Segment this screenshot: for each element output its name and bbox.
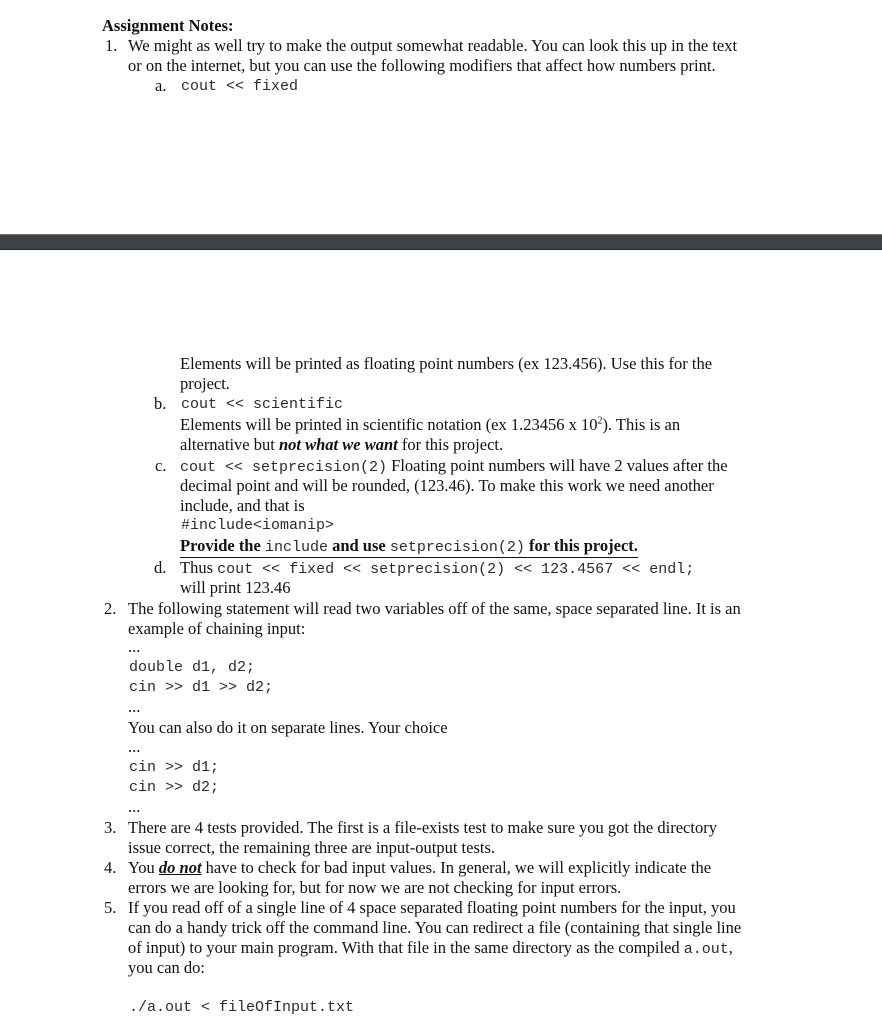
item-1-number: 1. [105, 36, 118, 55]
item-1-line-2: or on the internet, but you can use the following modifiers that affect how numbers print. [128, 56, 716, 75]
item-2-code-a2: cin >> d1 >> d2; [129, 679, 274, 696]
item-1c-provide-4: setprecision(2) [389, 539, 525, 556]
item-1a-code: cout << fixed [181, 78, 299, 95]
item-1c-desc-2: decimal point and will be rounded, (123.46). To make this work we need another [180, 476, 714, 495]
item-4-line-2: errors we are looking for, but for now we are not checking for input errors. [128, 878, 622, 897]
item-4-post: have to check for bad input values. In general, we will explicitly indicate the [201, 858, 712, 877]
heading: Assignment Notes: [102, 16, 234, 35]
item-3-number: 3. [104, 818, 117, 837]
item-1d-line-1 [180, 558, 694, 580]
item-1c-code: cout << setprecision(2) [180, 459, 388, 476]
item-1b-sup: 2 [597, 415, 603, 427]
item-1c-desc-1: Floating point numbers will have 2 values after the [387, 456, 728, 475]
item-5-command: ./a.out < fileOfInput.txt [129, 999, 355, 1016]
item-2-line-1: The following statement will read two variables off of the same, space separated line. It is an [128, 599, 741, 618]
item-5-line-3 [128, 938, 733, 960]
item-2-code-b1: cin >> d1; [129, 759, 220, 776]
item-1c-desc-3: include, and that is [180, 496, 305, 515]
item-1b-desc-1-post: ). This is an [602, 415, 681, 434]
item-4-emphasis: do not [158, 858, 202, 877]
item-1b-label: b. [154, 394, 167, 413]
item-1b-desc-2 [180, 435, 503, 455]
item-1c-provide-3: and use [327, 536, 390, 555]
item-5-line-1: If you read off of a single line of 4 space separated floating point numbers for the input, you [128, 898, 736, 917]
item-5-number: 5. [104, 898, 117, 917]
item-5-aout: a.out [683, 941, 729, 958]
item-1a-desc-1: Elements will be printed as floating point numbers (ex 123.456). Use this for the [180, 354, 713, 373]
item-1d-thus: Thus [180, 558, 218, 577]
item-2-dots-4: ... [128, 797, 141, 816]
item-2-dots-3: ... [128, 737, 141, 756]
item-5-line-3-post: , [728, 938, 733, 957]
item-1a-desc-2: project. [180, 374, 230, 393]
item-2-dots-2: ... [128, 697, 141, 716]
item-1b-desc-1-pre: Elements will be printed in scientific notation (ex 1.23456 x 10 [180, 415, 598, 434]
item-2-number: 2. [104, 599, 117, 618]
item-5-line-3-pre: of input) to your main program. With that file in the same directory as the compiled [128, 938, 684, 957]
item-1b-desc-2-pre: alternative but [180, 435, 279, 454]
item-1c-include-code: #include<iomanip> [181, 517, 335, 534]
item-5-line-4: you can do: [128, 958, 205, 977]
item-1-line-1: We might as well try to make the output somewhat readable. You can look this up in the text [128, 36, 738, 55]
item-1b-emphasis: not what we want [278, 435, 398, 454]
item-1c-provide-2: include [264, 539, 328, 556]
item-1c-label: c. [155, 456, 167, 475]
item-1d-code: cout << fixed << setprecision(2) << 123.4567 << endl; [217, 561, 695, 578]
item-4-line-1 [128, 858, 711, 878]
item-3-line-1: There are 4 tests provided. The first is a file-exists test to make sure you got the directory [128, 818, 717, 837]
item-4-pre: You [128, 858, 159, 877]
item-1c-line-1 [180, 456, 728, 478]
item-2-dots-1: ... [128, 637, 141, 656]
item-2-code-a1: double d1, d2; [129, 659, 256, 676]
item-1a-label: a. [155, 76, 167, 95]
item-2-code-b2: cin >> d2; [129, 779, 220, 796]
item-4-number: 4. [104, 858, 117, 877]
item-5-line-2: can do a handy trick off the command line. You can redirect a file (containing that single line [128, 918, 742, 937]
item-3-line-2: issue correct, the remaining three are input-output tests. [128, 838, 496, 857]
item-1b-desc-1 [180, 415, 680, 435]
item-1b-code: cout << scientific [181, 396, 344, 413]
item-1c-provide-5: for this project. [524, 536, 638, 555]
item-1c-provide [180, 536, 638, 558]
item-1d-label: d. [154, 558, 167, 577]
item-2-line-2: example of chaining input: [128, 619, 306, 638]
item-1c-provide-1: Provide the [180, 536, 265, 555]
item-2-separate: You can also do it on separate lines. Your choice [128, 718, 448, 737]
page-divider [0, 234, 882, 250]
item-1d-line-2: will print 123.46 [180, 578, 291, 597]
item-1b-desc-2-post: for this project. [397, 435, 504, 454]
